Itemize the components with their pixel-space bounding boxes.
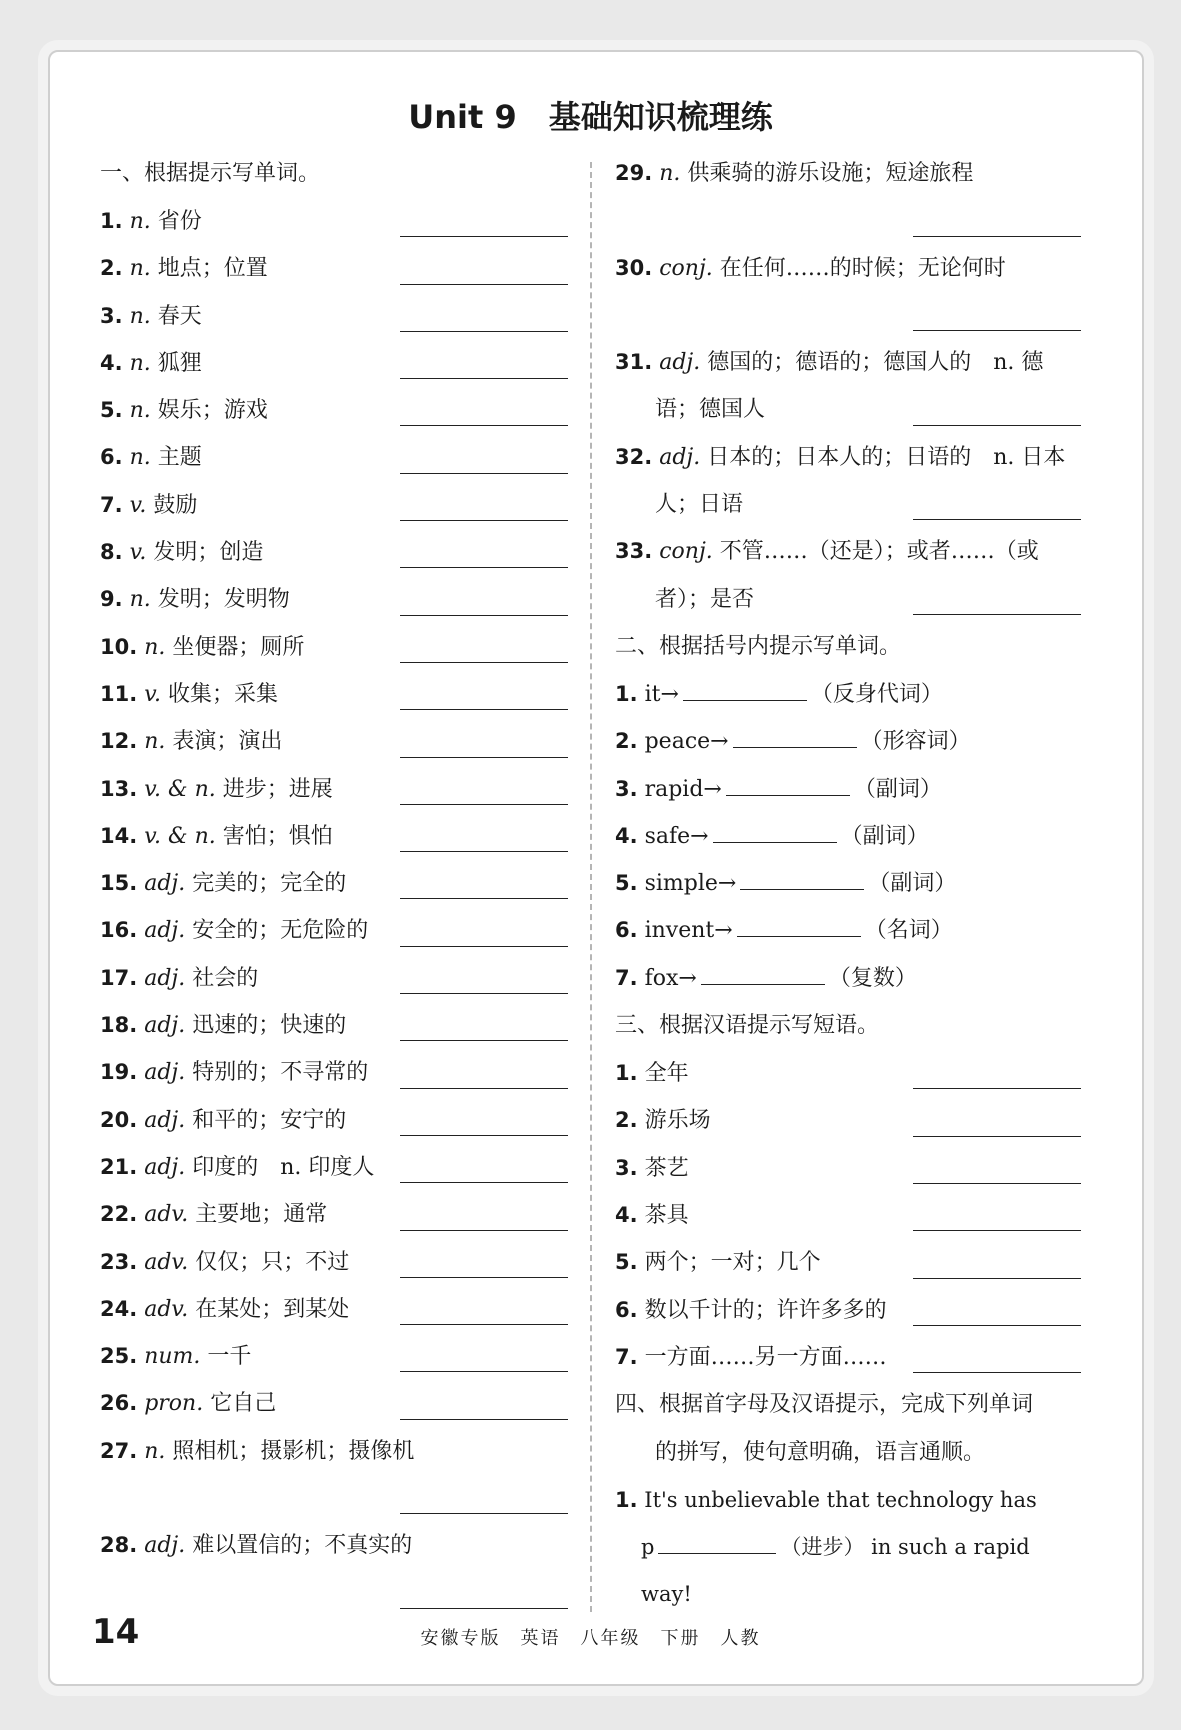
item-meaning: 难以置信的；不真实的 <box>192 1533 413 1559</box>
word-form-hint: （反身代词） <box>810 681 943 707</box>
word-item <box>100 813 568 860</box>
word-item-prompt <box>100 966 258 991</box>
word-item-prompt <box>100 304 202 329</box>
item-number: 2. <box>615 729 638 754</box>
answer-blank[interactable] <box>400 1608 568 1609</box>
word-item <box>100 1522 568 1617</box>
item-meaning: 害怕；惧怕 <box>222 823 333 849</box>
answer-blank[interactable] <box>713 820 837 843</box>
answer-blank[interactable] <box>400 1135 568 1136</box>
answer-blank[interactable] <box>400 1513 568 1514</box>
section4-heading <box>615 1381 1081 1477</box>
word-form-hint: （副词） <box>853 776 942 802</box>
word-form-item <box>615 766 1081 813</box>
item-meaning: 收集；采集 <box>168 681 279 707</box>
item-number: 14. <box>100 823 138 848</box>
item-meaning-continued: 语；德国人 <box>655 397 766 423</box>
word-form-hint: （副词） <box>868 871 957 897</box>
word-item <box>100 434 568 481</box>
item-number: 26. <box>100 1391 138 1416</box>
item-number: 7. <box>100 492 123 517</box>
word-item <box>100 245 568 292</box>
item-number: 4. <box>615 823 638 848</box>
answer-blank[interactable] <box>400 473 568 474</box>
word-item-prompt <box>100 445 202 470</box>
word-item <box>100 766 568 813</box>
part-of-speech: pron. <box>144 1391 204 1417</box>
item-meaning: 主题 <box>157 445 202 471</box>
phrase-meaning: 游乐场 <box>644 1108 711 1134</box>
section3-heading: 三、根据汉语提示写短语。 <box>615 1013 880 1039</box>
item-meaning: 仅仅；只；不过 <box>195 1249 350 1275</box>
part-of-speech: conj. <box>659 255 713 281</box>
answer-blank[interactable] <box>400 236 568 237</box>
answer-blank[interactable] <box>913 330 1081 331</box>
chinese-hint: （进步） <box>780 1535 865 1560</box>
word-item-prompt <box>100 1439 414 1464</box>
answer-blank[interactable] <box>913 1136 1081 1137</box>
part-of-speech: v. & n. <box>144 776 216 802</box>
answer-blank[interactable] <box>400 1182 568 1183</box>
answer-blank[interactable] <box>913 1372 1081 1373</box>
word-item <box>100 860 568 907</box>
item-number: 11. <box>100 681 138 706</box>
phrase-item <box>615 1287 1081 1334</box>
right-column <box>615 150 1081 1618</box>
word-form-item <box>615 907 1081 954</box>
word-item <box>100 955 568 1002</box>
answer-blank[interactable] <box>400 851 568 852</box>
item-number: 4. <box>100 350 123 375</box>
word-item <box>100 340 568 387</box>
item-meaning: 发明；发明物 <box>157 587 290 613</box>
answer-blank[interactable] <box>913 614 1081 615</box>
word-form-item <box>615 813 1081 860</box>
item-meaning: 省份 <box>157 209 202 234</box>
part-of-speech: adj. <box>144 1154 186 1180</box>
item-number: 21. <box>100 1154 138 1179</box>
part-of-speech: n. <box>144 634 166 660</box>
item-meaning: 在某处；到某处 <box>195 1296 350 1322</box>
word-form-item <box>615 671 1081 718</box>
word-form-hint: （形容词） <box>860 729 971 755</box>
item-number: 6. <box>615 1297 638 1322</box>
part-of-speech: adj. <box>144 965 186 991</box>
item-number: 1. <box>100 209 123 233</box>
part-of-speech: v. <box>129 492 147 518</box>
item-meaning: 照相机；摄影机；摄像机 <box>172 1438 415 1464</box>
item-number: 7. <box>615 965 638 990</box>
phrase-meaning: 数以千计的；许许多多的 <box>644 1297 887 1323</box>
part-of-speech: n. <box>129 303 151 329</box>
first-letter: p <box>641 1535 655 1560</box>
answer-blank[interactable] <box>683 678 807 701</box>
sentence-rest: in such a rapid way! <box>641 1535 1030 1607</box>
word-item <box>100 1191 568 1238</box>
part-of-speech: n. <box>129 350 151 376</box>
word-item <box>615 528 1081 623</box>
answer-blank[interactable] <box>740 867 864 890</box>
word-item <box>100 907 568 954</box>
item-number: 16. <box>100 918 138 943</box>
item-number: 20. <box>100 1107 138 1132</box>
page-title: Unit 9 基础知识梳理练 <box>408 98 773 136</box>
base-word: invent→ <box>644 918 733 944</box>
part-of-speech: n. <box>144 729 166 755</box>
phrase-meaning: 全年 <box>644 1061 689 1087</box>
sentence-text: It's unbelievable that technology has <box>644 1488 1037 1513</box>
part-of-speech: adj. <box>144 1060 186 1086</box>
item-number: 1. <box>615 1061 638 1086</box>
answer-blank[interactable] <box>400 1324 568 1325</box>
sentence-item <box>615 1477 1081 1618</box>
word-form-item <box>615 718 1081 765</box>
word-item-prompt <box>100 1013 346 1038</box>
item-meaning: 主要地；通常 <box>195 1202 328 1228</box>
answer-blank[interactable] <box>400 804 568 805</box>
answer-blank[interactable] <box>400 425 568 426</box>
word-item-prompt <box>100 777 333 802</box>
part-of-speech: v. <box>129 540 147 566</box>
phrase-item <box>615 1334 1081 1381</box>
item-number: 2. <box>100 256 123 281</box>
base-word: fox→ <box>644 965 697 991</box>
item-meaning: 完美的；完全的 <box>192 871 347 897</box>
item-meaning: 春天 <box>157 303 202 329</box>
answer-blank[interactable] <box>913 1325 1081 1326</box>
word-form-hint: （复数） <box>828 965 917 991</box>
section4-list <box>615 1477 1081 1618</box>
word-item <box>100 576 568 623</box>
word-item-prompt <box>615 350 1043 375</box>
answer-blank[interactable] <box>400 1088 568 1089</box>
base-word: rapid→ <box>644 776 722 802</box>
section1-list <box>100 198 568 1617</box>
item-number: 3. <box>100 303 123 328</box>
phrase-meaning: 茶艺 <box>644 1155 689 1181</box>
part-of-speech: v. & n. <box>144 823 216 849</box>
sentence-line1 <box>615 1477 1081 1524</box>
word-item-prompt <box>615 539 1039 564</box>
phrase-item <box>615 1239 1081 1286</box>
section1-list-continued <box>615 150 1081 623</box>
word-item-prompt <box>100 587 290 612</box>
word-item-prompt <box>100 1533 412 1558</box>
part-of-speech: adj. <box>144 1013 186 1039</box>
answer-blank[interactable] <box>400 757 568 758</box>
answer-blank[interactable] <box>913 519 1081 520</box>
item-number: 31. <box>615 350 653 375</box>
item-meaning: 迅速的；快速的 <box>192 1013 347 1039</box>
part-of-speech: adv. <box>144 1296 189 1322</box>
item-meaning: 坐便器；厕所 <box>172 634 305 660</box>
word-item <box>100 1049 568 1096</box>
answer-blank[interactable] <box>400 993 568 994</box>
part-of-speech: adv. <box>144 1249 189 1275</box>
answer-blank[interactable] <box>913 1278 1081 1279</box>
answer-blank[interactable] <box>737 914 861 937</box>
answer-blank[interactable] <box>726 773 850 796</box>
item-meaning: 供乘骑的游乐设施；短途旅程 <box>687 161 974 186</box>
base-word: safe→ <box>644 823 709 849</box>
item-number: 27. <box>100 1438 138 1463</box>
section3-list <box>615 1050 1081 1381</box>
item-number: 25. <box>100 1344 138 1369</box>
word-item-prompt <box>100 824 333 849</box>
item-number: 19. <box>100 1060 138 1085</box>
word-item-prompt <box>100 540 263 565</box>
sentence-line2 <box>615 1524 1081 1618</box>
left-column <box>100 150 568 1617</box>
item-meaning: 日本的；日本人的；日语的 n. 日本 <box>707 444 1066 470</box>
part-of-speech: n. <box>144 1438 166 1464</box>
item-meaning: 德国的；德语的；德国人的 n. 德 <box>707 350 1044 376</box>
word-form-item <box>615 860 1081 907</box>
word-item-prompt <box>100 351 202 376</box>
item-number: 5. <box>615 871 638 896</box>
item-number: 12. <box>100 729 138 754</box>
answer-blank[interactable] <box>400 378 568 379</box>
part-of-speech: adj. <box>144 1533 186 1559</box>
answer-blank[interactable] <box>913 1183 1081 1184</box>
answer-blank[interactable] <box>400 284 568 285</box>
part-of-speech: n. <box>129 209 151 234</box>
word-item-prompt <box>100 1108 346 1133</box>
phrase-item <box>615 1050 1081 1097</box>
item-number: 1. <box>615 681 638 706</box>
item-number: 33. <box>615 539 653 564</box>
item-meaning: 一千 <box>207 1344 252 1370</box>
base-word: it→ <box>644 681 679 707</box>
item-number: 15. <box>100 871 138 896</box>
word-item <box>100 671 568 718</box>
phrase-item <box>615 1192 1081 1239</box>
part-of-speech: n. <box>129 445 151 471</box>
item-meaning-continued: 者）；是否 <box>655 586 755 612</box>
section4-heading-line2: 的拼写，使句意明确，语言通顺。 <box>655 1440 986 1466</box>
item-number: 30. <box>615 255 653 280</box>
item-number: 5. <box>100 398 123 423</box>
word-item <box>100 1380 568 1427</box>
word-item-prompt <box>100 1391 276 1416</box>
item-meaning: 它自己 <box>210 1391 277 1417</box>
item-number: 9. <box>100 587 123 612</box>
item-number: 2. <box>615 1108 638 1133</box>
phrase-item <box>615 1145 1081 1192</box>
word-item-prompt <box>100 871 346 896</box>
word-item <box>100 1286 568 1333</box>
item-meaning: 社会的 <box>192 965 259 991</box>
item-meaning: 不管……（还是）；或者……（或 <box>719 539 1039 565</box>
part-of-speech: adj. <box>659 444 701 470</box>
word-item-prompt <box>100 256 268 281</box>
word-item-prompt <box>100 918 368 943</box>
word-form-hint: （副词） <box>840 823 929 849</box>
item-number: 5. <box>615 1250 638 1275</box>
answer-blank[interactable] <box>400 898 568 899</box>
item-number: 13. <box>100 776 138 801</box>
word-item <box>615 245 1081 340</box>
item-number: 17. <box>100 965 138 990</box>
page-number: 14 <box>92 1612 140 1652</box>
part-of-speech: v. <box>144 681 162 707</box>
part-of-speech: adj. <box>659 350 701 376</box>
word-item <box>615 434 1081 529</box>
word-item-prompt <box>100 398 268 423</box>
section2-heading: 二、根据括号内提示写单词。 <box>615 633 902 659</box>
part-of-speech: adj. <box>144 918 186 944</box>
item-meaning: 鼓励 <box>153 492 198 518</box>
word-item <box>100 1097 568 1144</box>
item-meaning: 和平的；安宁的 <box>192 1107 347 1133</box>
word-item-prompt <box>100 1250 349 1275</box>
answer-blank[interactable] <box>400 1277 568 1278</box>
word-item <box>100 718 568 765</box>
column-divider <box>590 162 592 1612</box>
word-item <box>100 1428 568 1523</box>
item-number: 4. <box>615 1202 638 1227</box>
item-number: 3. <box>615 776 638 801</box>
item-meaning: 进步；进展 <box>222 776 333 802</box>
item-meaning: 安全的；无危险的 <box>192 918 369 944</box>
item-number: 29. <box>615 161 653 185</box>
word-item-prompt <box>100 209 202 234</box>
word-item <box>100 1239 568 1286</box>
item-meaning-continued: 人；日语 <box>655 492 744 518</box>
word-item <box>100 529 568 576</box>
item-meaning: 印度的 n. 印度人 <box>192 1154 375 1180</box>
word-item-prompt <box>100 1344 251 1369</box>
word-item-prompt <box>615 161 973 186</box>
word-item <box>615 150 1081 245</box>
word-item-prompt <box>100 493 197 518</box>
phrase-meaning: 一方面……另一方面…… <box>644 1344 887 1370</box>
word-item-prompt <box>615 256 1006 281</box>
part-of-speech: num. <box>144 1344 201 1370</box>
part-of-speech: n. <box>129 587 151 613</box>
word-item <box>615 339 1081 434</box>
word-item-prompt <box>100 635 304 660</box>
item-meaning: 在任何……的时候；无论何时 <box>719 255 1006 281</box>
item-number: 18. <box>100 1013 138 1038</box>
item-meaning: 发明；创造 <box>153 540 264 566</box>
part-of-speech: adj. <box>144 871 186 897</box>
phrase-meaning: 两个；一对；几个 <box>644 1250 821 1276</box>
phrase-item <box>615 1097 1081 1144</box>
word-item <box>100 293 568 340</box>
section2-list <box>615 671 1081 1002</box>
base-word: peace→ <box>644 729 729 755</box>
answer-blank[interactable] <box>913 1088 1081 1089</box>
item-number: 24. <box>100 1296 138 1321</box>
part-of-speech: n. <box>129 256 151 282</box>
word-item <box>100 1333 568 1380</box>
item-meaning: 地点；位置 <box>157 256 268 282</box>
answer-blank[interactable] <box>400 709 568 710</box>
part-of-speech: n. <box>659 161 681 186</box>
item-number: 23. <box>100 1249 138 1274</box>
word-form-item <box>615 955 1081 1002</box>
part-of-speech: adj. <box>144 1107 186 1133</box>
item-number: 10. <box>100 634 138 659</box>
part-of-speech: n. <box>129 398 151 424</box>
word-item-prompt <box>100 1060 368 1085</box>
answer-blank[interactable] <box>400 567 568 568</box>
item-number: 8. <box>100 540 123 565</box>
word-item-prompt <box>615 445 1065 470</box>
word-item <box>100 198 568 245</box>
word-item <box>100 1002 568 1049</box>
item-number: 32. <box>615 444 653 469</box>
part-of-speech: conj. <box>659 539 713 565</box>
item-number: 3. <box>615 1155 638 1180</box>
footer-info: 安徽专版 英语 八年级 下册 人教 <box>420 1628 761 1649</box>
word-form-hint: （名词） <box>864 918 953 944</box>
item-number: 7. <box>615 1344 638 1369</box>
answer-blank[interactable] <box>701 962 825 985</box>
word-item <box>100 1144 568 1191</box>
answer-blank[interactable] <box>733 725 857 748</box>
word-item <box>100 387 568 434</box>
answer-blank[interactable] <box>913 425 1081 426</box>
item-meaning: 狐狸 <box>157 350 202 376</box>
answer-blank[interactable] <box>400 1230 568 1231</box>
item-number: 1. <box>615 1488 638 1513</box>
word-item-prompt <box>100 1297 349 1322</box>
phrase-meaning: 茶具 <box>644 1202 689 1228</box>
base-word: simple→ <box>644 871 737 897</box>
word-item-prompt <box>100 682 278 707</box>
answer-blank[interactable] <box>658 1531 776 1554</box>
word-item-prompt <box>100 1155 374 1180</box>
item-number: 6. <box>100 445 123 470</box>
item-number: 22. <box>100 1202 138 1227</box>
answer-blank[interactable] <box>400 1371 568 1372</box>
item-meaning: 娱乐；游戏 <box>157 398 268 424</box>
answer-blank[interactable] <box>400 615 568 616</box>
word-item-prompt <box>100 729 282 754</box>
section1-heading: 一、根据提示写单词。 <box>100 161 321 186</box>
answer-blank[interactable] <box>400 331 568 332</box>
answer-blank[interactable] <box>400 520 568 521</box>
word-item <box>100 482 568 529</box>
item-meaning: 特别的；不寻常的 <box>192 1060 369 1086</box>
answer-blank[interactable] <box>913 236 1081 237</box>
word-item-prompt <box>100 1202 327 1227</box>
section4-heading-line1: 四、根据首字母及汉语提示，完成下列单词 <box>615 1392 1034 1418</box>
answer-blank[interactable] <box>400 1419 568 1420</box>
answer-blank[interactable] <box>913 1230 1081 1231</box>
item-meaning: 表演；演出 <box>172 729 283 755</box>
part-of-speech: adv. <box>144 1202 189 1228</box>
word-item <box>100 624 568 671</box>
answer-blank[interactable] <box>400 946 568 947</box>
answer-blank[interactable] <box>400 662 568 663</box>
item-number: 6. <box>615 918 638 943</box>
answer-blank[interactable] <box>400 1040 568 1041</box>
item-number: 28. <box>100 1533 138 1558</box>
